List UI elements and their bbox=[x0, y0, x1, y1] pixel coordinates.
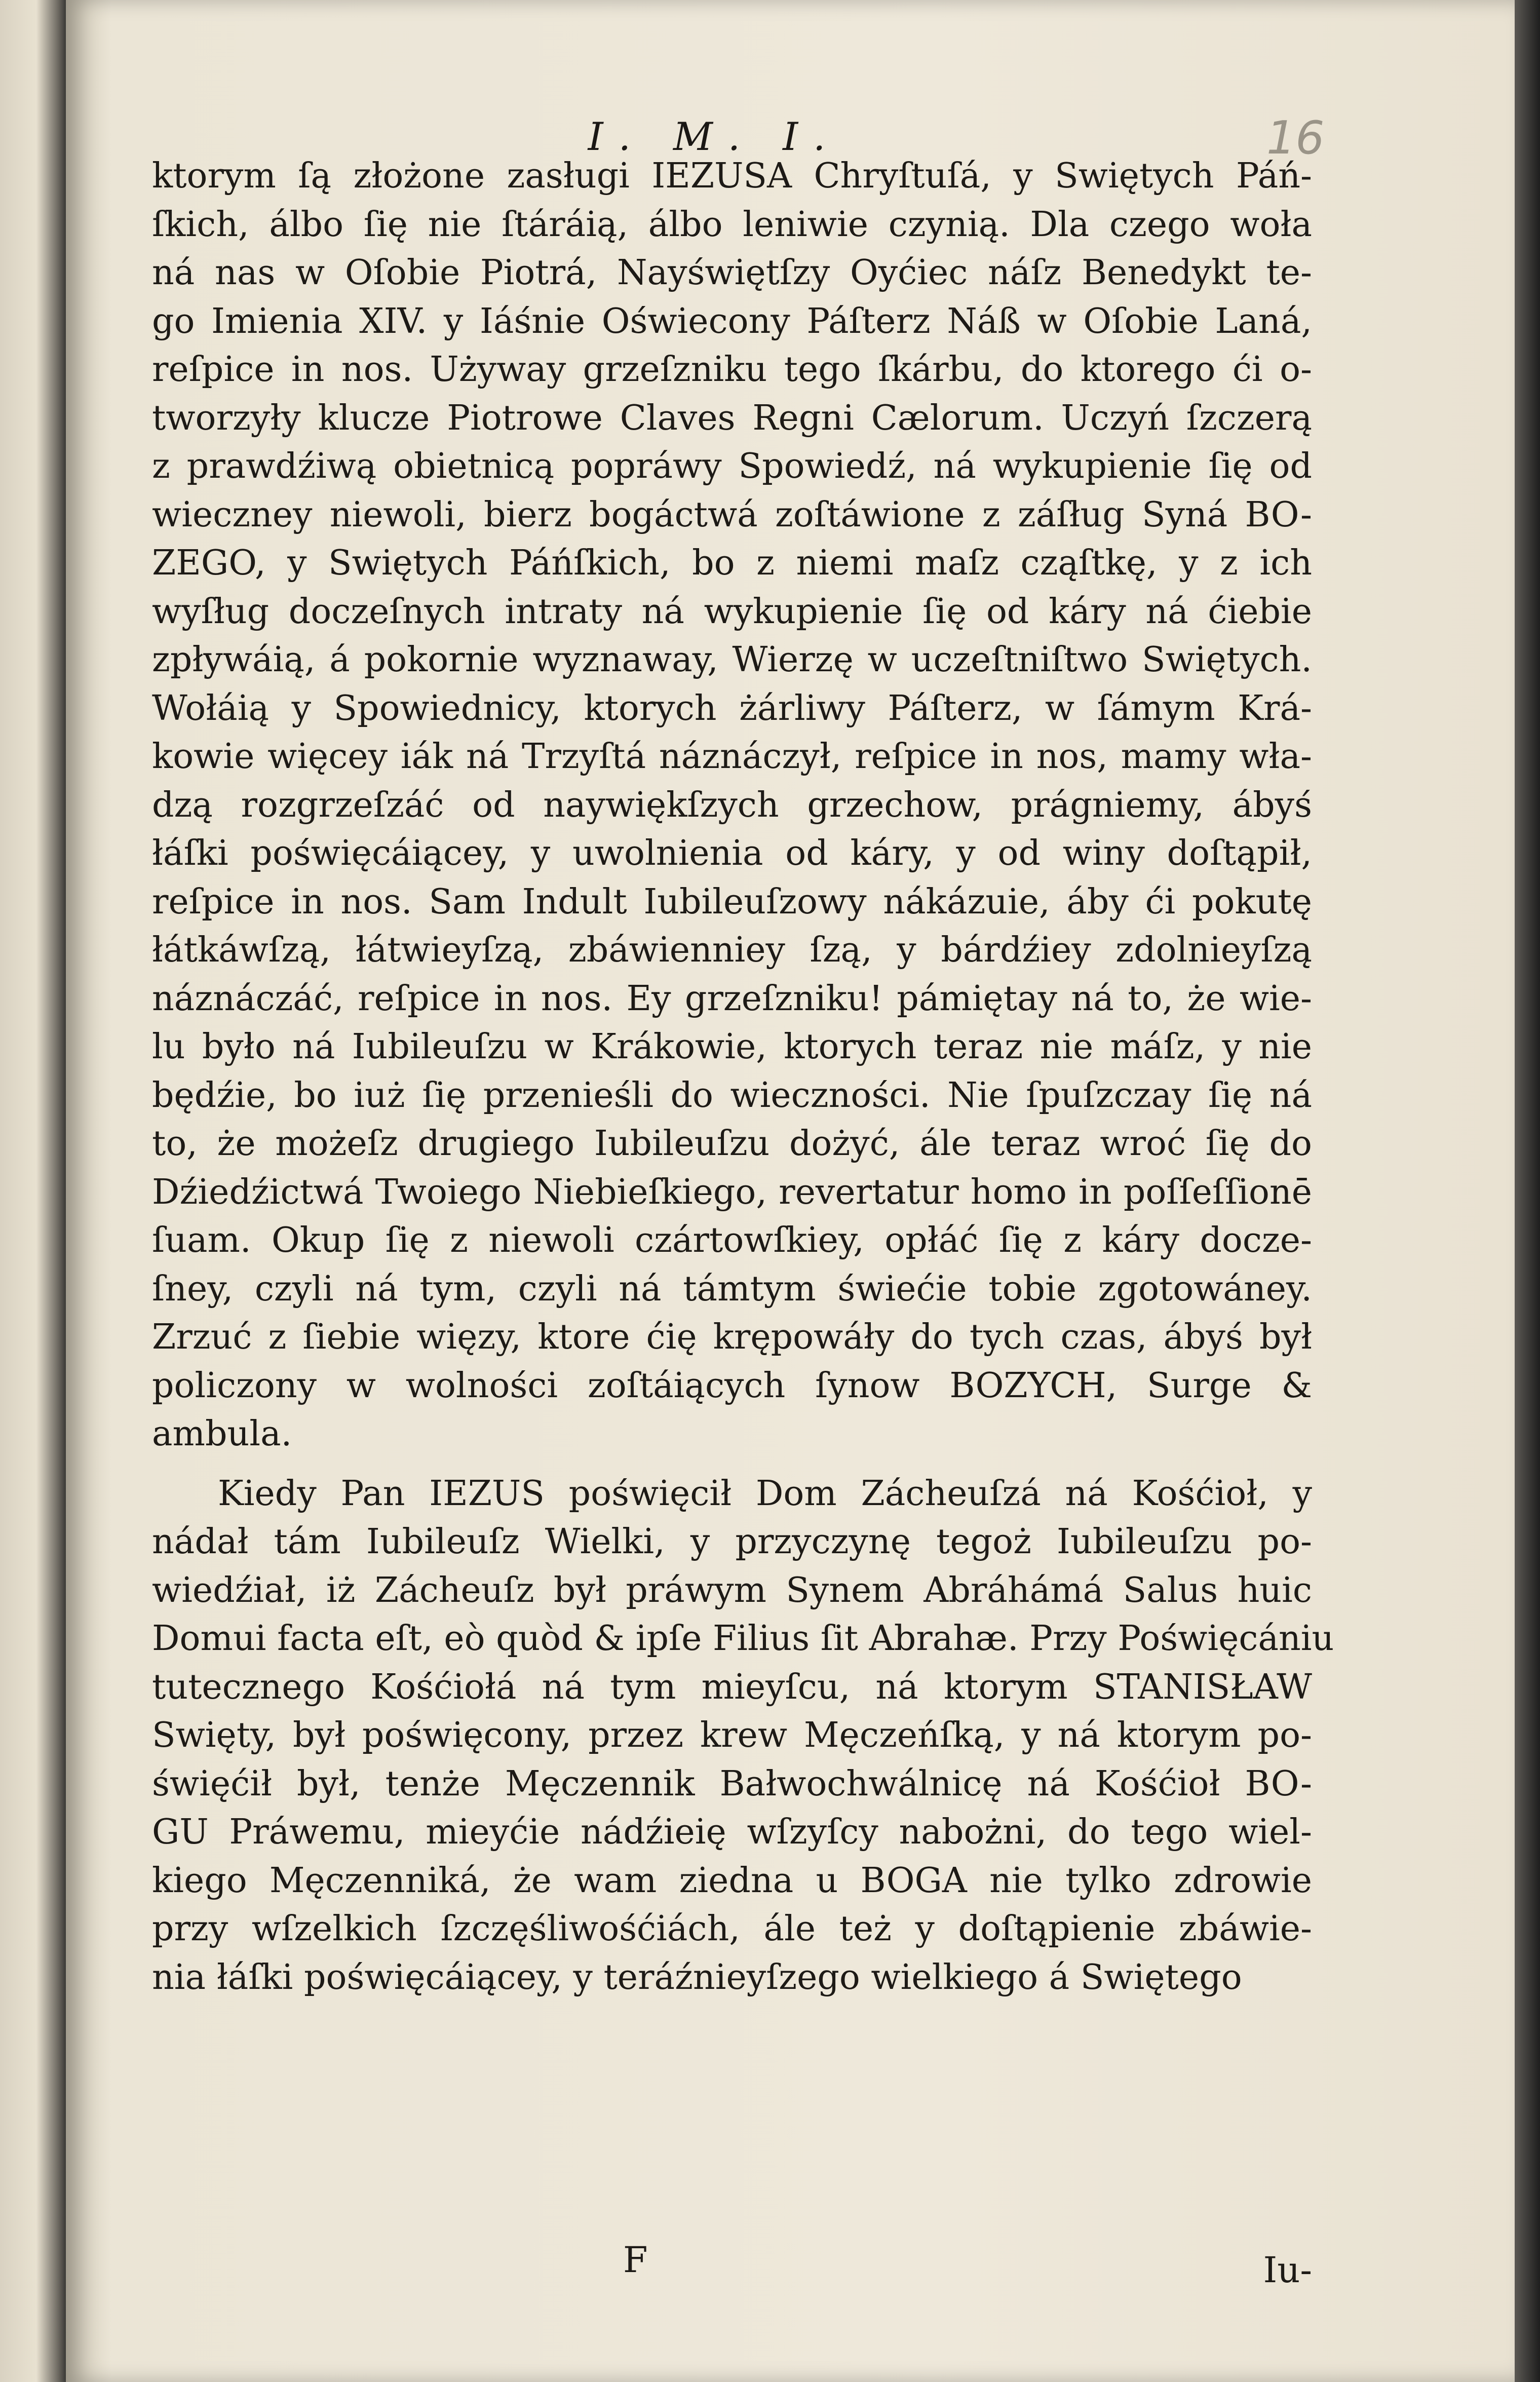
text-line: go Imienia XIV. y Iáśnie Oświecony Páſterz Náß w Oſobie Laná, bbox=[152, 301, 1312, 341]
text-line: tworzyły klucze Piotrowe Claves Regni Cælorum. Uczyń ſzczerą bbox=[152, 398, 1312, 438]
text-line: nia łáſki poświęcáiącey, y teráźnieyſzego wielkiego á Swiętego bbox=[152, 1957, 1242, 1997]
text-line: będźie, bo iuż ſię przenieśli do wieczności. Nie ſpuſzczay ſię ná bbox=[152, 1075, 1312, 1116]
text-line: wieczney niewoli, bierz bogáctwá zoſtáwione z záſług Syná BO- bbox=[152, 494, 1312, 535]
catchword: Iu- bbox=[1263, 2249, 1312, 2291]
text-line: Kiedy Pan IEZUS poświęcił Dom Zácheuſzá ná Kośćioł, y bbox=[218, 1473, 1312, 1514]
text-line: to, że możeſz drugiego Iubileuſzu dożyć, ále teraz wroć ſię do bbox=[152, 1124, 1312, 1164]
text-line: ZEGO, y Swiętych Páńſkich, bo z niemi maſz cząſtkę, y z ich bbox=[152, 543, 1312, 583]
text-line: náznáczáć, reſpice in nos. Ey grzeſzniku! pámiętay ná to, że wie- bbox=[152, 978, 1312, 1019]
text-line: nádał tám Iubileuſz Wielki, y przyczynę tegoż Iubileuſzu po- bbox=[152, 1522, 1312, 1562]
text-line: łáſki poświęcáiącey, y uwolnienia od káry, y od winy doſtąpił, bbox=[152, 833, 1312, 873]
text-line: policzony w wolności zoſtáiących ſynow BOZYCH, Surge & bbox=[152, 1365, 1312, 1406]
paragraph-1 bbox=[152, 152, 1312, 1458]
text-line: zpływáią, á pokornie wyznaway, Wierzę w uczeſtniſtwo Swiętych. bbox=[152, 640, 1312, 680]
paragraph-2 bbox=[152, 1470, 1334, 2002]
text-line: przy wſzelkich ſzczęśliwośćiách, ále też y doſtąpienie zbáwie- bbox=[152, 1909, 1312, 1949]
text-line: lu było ná Iubileuſzu w Krákowie, ktorych teraz nie máſz, y nie bbox=[152, 1027, 1312, 1067]
text-line: ſkich, álbo ſię nie ſtáráią, álbo leniwie czynią. Dla czego woła bbox=[152, 204, 1312, 245]
text-line: kowie więcey iák ná Trzyſtá náznáczył, reſpice in nos, mamy wła- bbox=[152, 737, 1312, 777]
text-line: tutecznego Kośćiołá ná tym mieyſcu, ná ktorym STANISŁAW bbox=[152, 1667, 1312, 1707]
body-text bbox=[152, 152, 1334, 2002]
left-page-edge bbox=[0, 0, 66, 2382]
signature-mark: F bbox=[623, 2239, 648, 2281]
pencil-folio-mark: 16 bbox=[1266, 111, 1325, 165]
text-line: ſney, czyli ná tym, czyli ná támtym świećie tobie zgotowáney. bbox=[152, 1269, 1312, 1309]
text-line: święćił był, tenże Męczennik Bałwochwálnicę ná Kośćioł BO- bbox=[152, 1763, 1312, 1804]
text-line: wiedźiał, iż Zácheuſz był práwym Synem Abráhámá Salus huic bbox=[152, 1570, 1312, 1610]
text-line: ſuam. Okup ſię z niewoli czártowſkiey, opłáć ſię z káry docze- bbox=[152, 1220, 1312, 1260]
text-line: ambula. bbox=[152, 1414, 292, 1454]
text-line: GU Práwemu, mieyćie nádźieię wſzyſcy nabożni, do tego wiel- bbox=[152, 1812, 1312, 1852]
text-line: kiego Męczenniká, że wam ziedna u BOGA nie tylko zdrowie bbox=[152, 1860, 1312, 1901]
scan-border bbox=[1515, 0, 1540, 2382]
text-line: ná nas w Oſobie Piotrá, Nayświętſzy Oyćiec náſz Benedykt te- bbox=[152, 253, 1312, 293]
text-line: Zrzuć z ſiebie więzy, ktore ćię krępowáły do tych czas, ábyś był bbox=[152, 1317, 1312, 1357]
text-line: Wołáią y Spowiednicy, ktorych żárliwy Páſterz, w ſámym Krá- bbox=[152, 688, 1312, 728]
text-line: dzą rozgrzeſzáć od naywiękſzych grzechow, prágniemy, ábyś bbox=[152, 785, 1312, 825]
text-line: Domui facta eſt, eò quòd & ipſe Filius ſit Abrahæ. Przy Poświęcániu bbox=[152, 1619, 1334, 1659]
text-line: reſpice in nos. Używay grzeſzniku tego ſkárbu, do ktorego ći o- bbox=[152, 350, 1312, 390]
text-line: reſpice in nos. Sam Indult Iubileuſzowy nákázuie, áby ći pokutę bbox=[152, 881, 1312, 922]
running-header: I. M. I. bbox=[588, 114, 841, 159]
text-line: wyſług doczeſnych intraty ná wykupienie ſię od káry ná ćiebie bbox=[152, 591, 1312, 632]
text-line: Dźiedźictwá Twoiego Niebieſkiego, revertatur homo in poſſeſſionē bbox=[152, 1172, 1312, 1212]
text-line: łátkáwſzą, łátwieyſzą, zbáwienniey ſzą, y bárdźiey zdolnieyſzą bbox=[152, 930, 1312, 970]
text-line: z prawdźiwą obietnicą popráwy Spowiedź, ná wykupienie ſię od bbox=[152, 446, 1312, 486]
text-line: ktorym ſą złożone zasługi IEZUSA Chryſtuſá, y Swiętych Páń- bbox=[152, 156, 1312, 196]
page-footer bbox=[152, 2239, 1312, 2300]
text-line: Swięty, był poświęcony, przez krew Męczeńſką, y ná ktorym po- bbox=[152, 1715, 1312, 1755]
